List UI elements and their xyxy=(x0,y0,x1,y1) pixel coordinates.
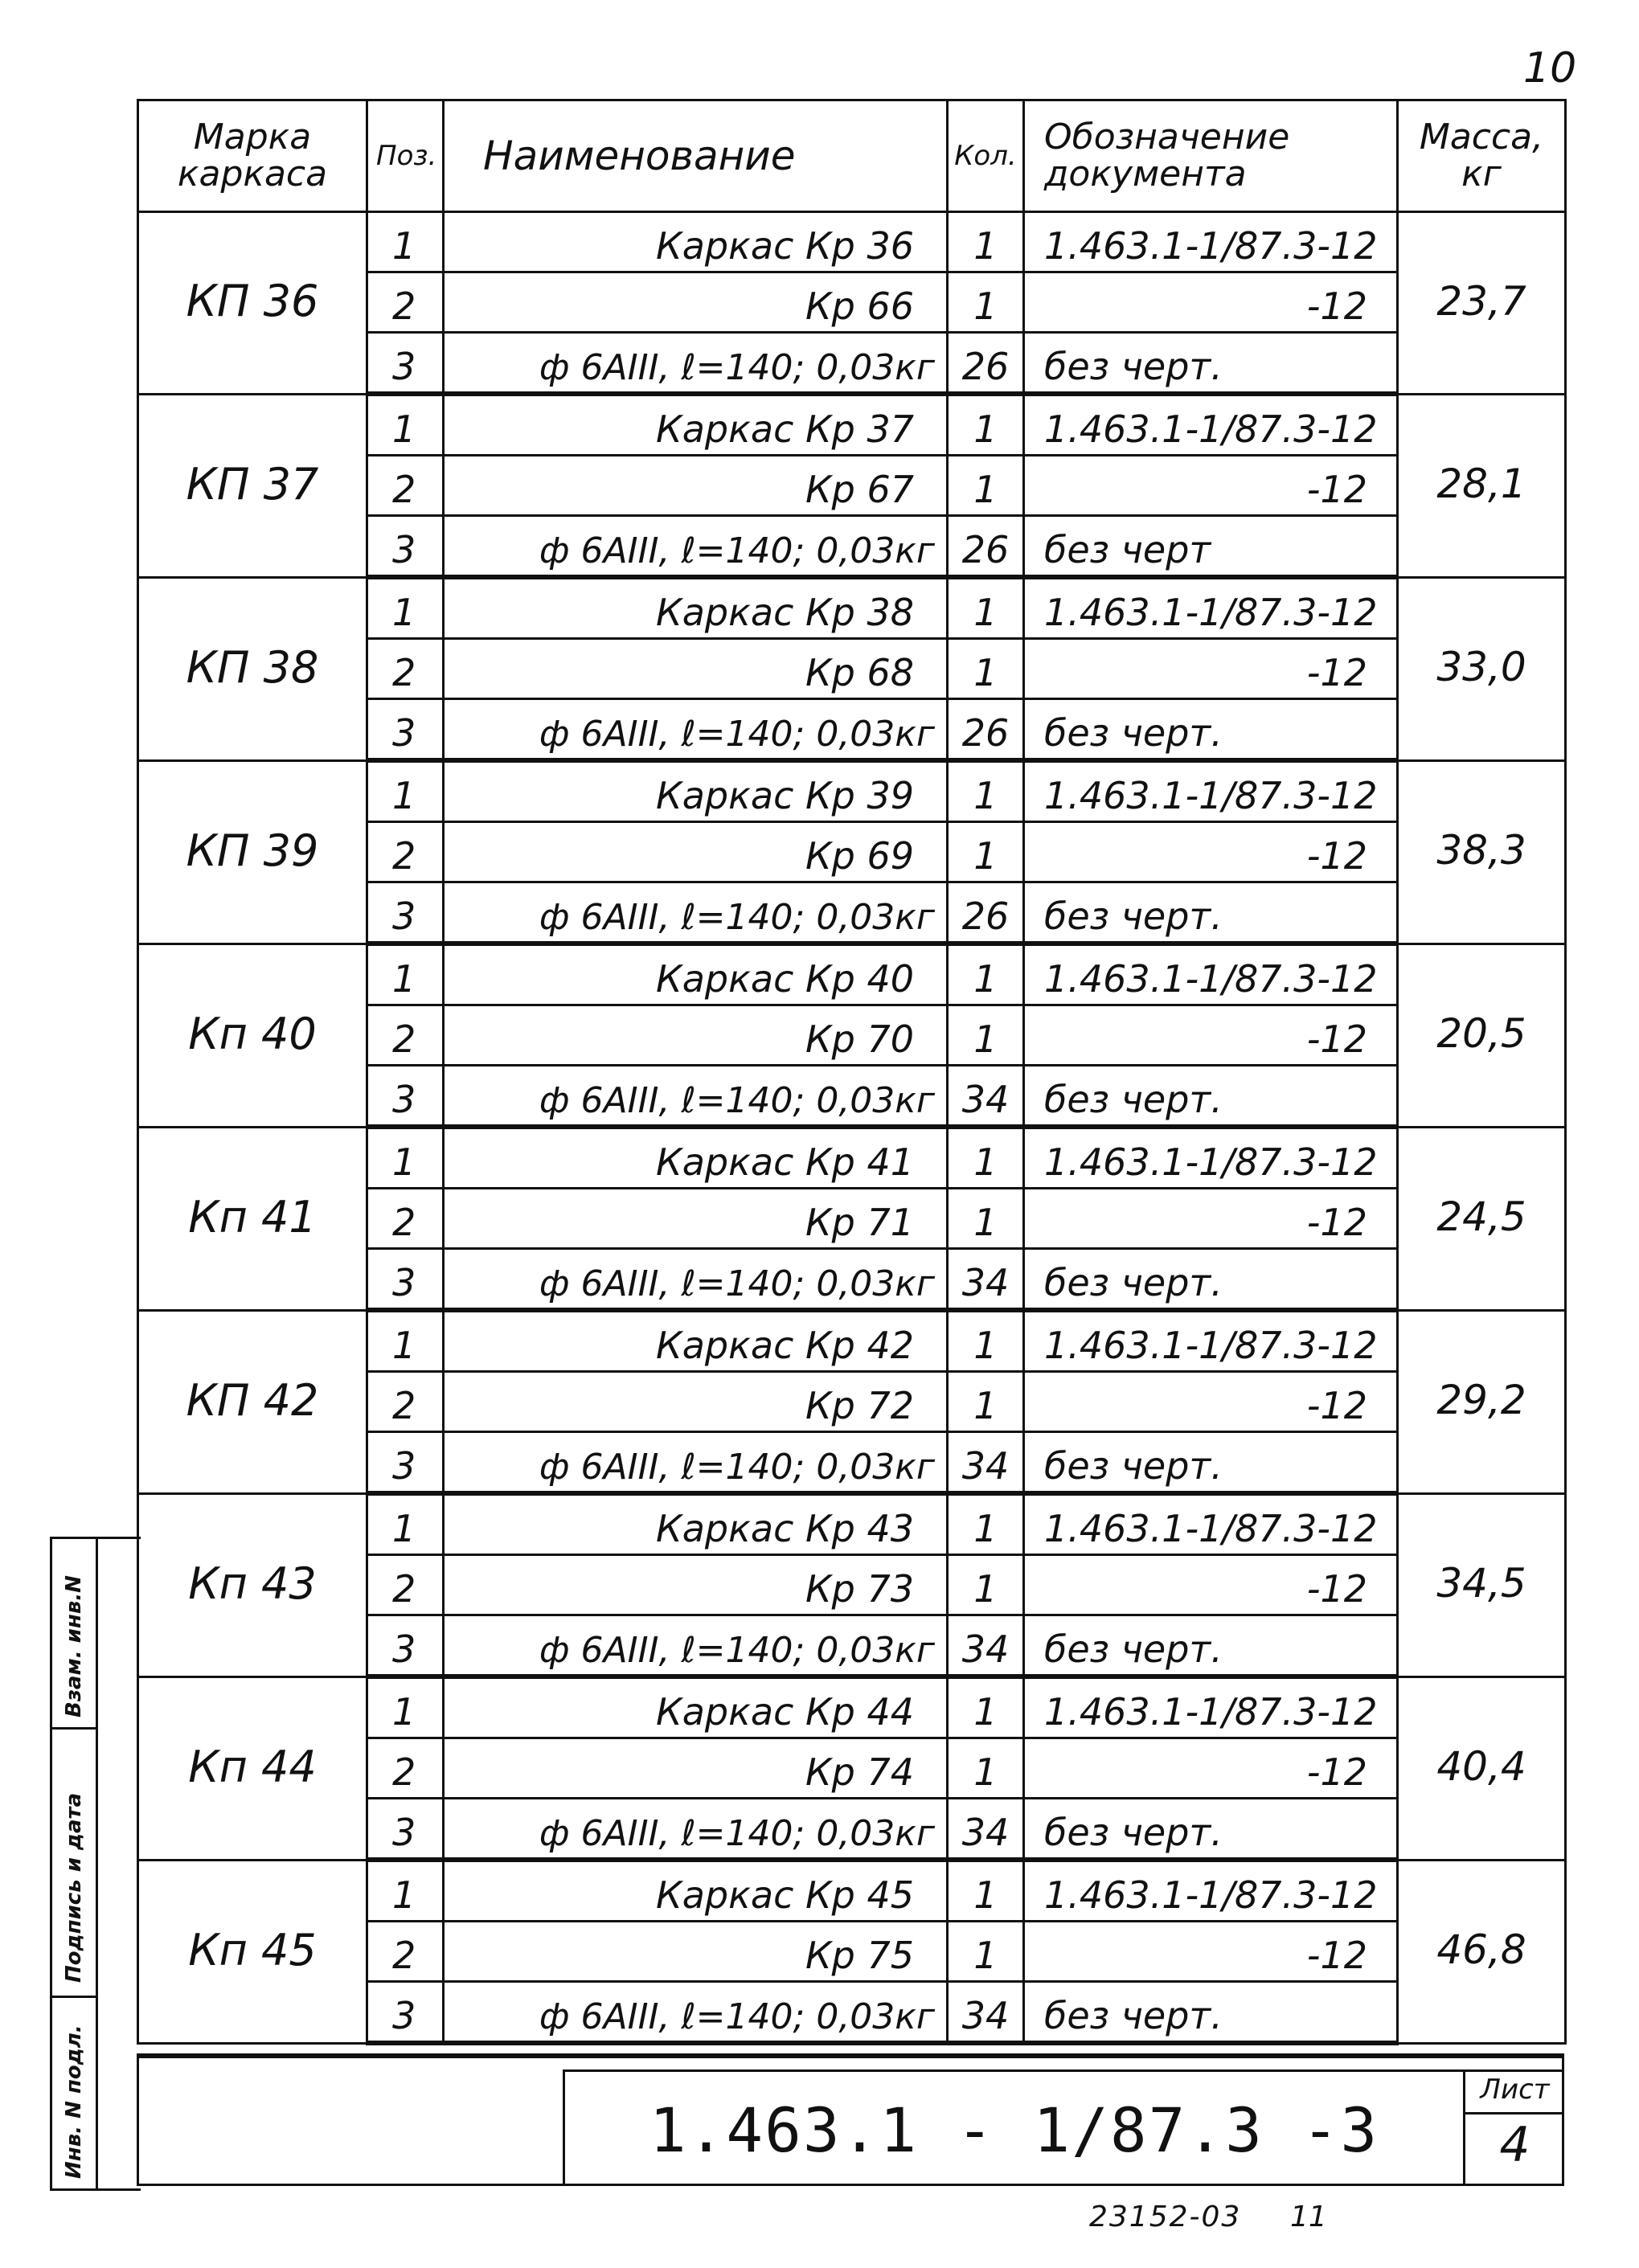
document-cell: -12 xyxy=(1024,639,1398,699)
name-cell: Кр 73 xyxy=(444,1555,948,1615)
document-cell: -12 xyxy=(1024,1372,1398,1432)
position-cell: 1 xyxy=(367,1127,444,1189)
quantity-cell: 1 xyxy=(948,272,1024,333)
quantity-cell: 1 xyxy=(948,1493,1024,1555)
position-cell: 1 xyxy=(367,394,444,456)
position-cell: 3 xyxy=(367,1432,444,1494)
name-cell: Каркас Кр 36 xyxy=(444,212,948,272)
quantity-cell: 1 xyxy=(948,822,1024,882)
position-cell: 2 xyxy=(367,1555,444,1615)
header-mark: Марка каркаса xyxy=(138,100,367,212)
name-cell: Каркас Кр 38 xyxy=(444,577,948,639)
quantity-cell: 1 xyxy=(948,1310,1024,1372)
quantity-cell: 34 xyxy=(948,1982,1024,2044)
specification-body xyxy=(138,212,1566,2044)
mass-cell: 33,0 xyxy=(1398,577,1566,760)
table-row xyxy=(138,212,1566,272)
side-cell-inv xyxy=(52,1996,96,2186)
side-label-column xyxy=(52,1539,98,2188)
quantity-cell: 1 xyxy=(948,944,1024,1005)
table-row xyxy=(138,394,1566,456)
position-cell: 2 xyxy=(367,639,444,699)
name-cell: ф 6АIII, ℓ=140; 0,03кг xyxy=(444,1615,948,1677)
header-pos: Поз. xyxy=(367,100,444,212)
mass-cell: 40,4 xyxy=(1398,1676,1566,1860)
position-cell: 2 xyxy=(367,272,444,333)
table-row xyxy=(138,760,1566,822)
name-cell: Каркас Кр 40 xyxy=(444,944,948,1005)
name-cell: ф 6АIII, ℓ=140; 0,03кг xyxy=(444,1432,948,1494)
name-cell: ф 6АIII, ℓ=140; 0,03кг xyxy=(444,882,948,944)
frame-mark: Кп 44 xyxy=(138,1676,367,1860)
document-cell: 1.463.1-1/87.3-12 xyxy=(1024,212,1398,272)
position-cell: 1 xyxy=(367,1860,444,1922)
mass-cell: 23,7 xyxy=(1398,212,1566,395)
document-cell: без черт. xyxy=(1024,333,1398,395)
footer-number: 11 xyxy=(1290,2200,1327,2233)
frame-mark: КП 42 xyxy=(138,1310,367,1493)
side-label-vzam: Взам. инв.N xyxy=(62,1575,86,1717)
name-cell: Каркас Кр 41 xyxy=(444,1127,948,1189)
name-cell: ф 6АIII, ℓ=140; 0,03кг xyxy=(444,1982,948,2044)
table-row xyxy=(138,1310,1566,1372)
name-cell: Кр 72 xyxy=(444,1372,948,1432)
side-binding-strip xyxy=(50,1537,141,2191)
quantity-cell: 1 xyxy=(948,1555,1024,1615)
name-cell: ф 6АIII, ℓ=140; 0,03кг xyxy=(444,699,948,761)
quantity-cell: 26 xyxy=(948,333,1024,395)
document-cell: 1.463.1-1/87.3-12 xyxy=(1024,1860,1398,1922)
position-cell: 3 xyxy=(367,333,444,395)
document-cell: 1.463.1-1/87.3-12 xyxy=(1024,394,1398,456)
frame-mark: Кп 45 xyxy=(138,1860,367,2043)
position-cell: 1 xyxy=(367,212,444,272)
document-cell: 1.463.1-1/87.3-12 xyxy=(1024,1310,1398,1372)
position-cell: 2 xyxy=(367,1005,444,1066)
name-cell: Кр 68 xyxy=(444,639,948,699)
quantity-cell: 34 xyxy=(948,1799,1024,1861)
side-label-inv: Инв. N подл. xyxy=(62,2024,86,2179)
document-cell: без черт. xyxy=(1024,1615,1398,1677)
document-cell: -12 xyxy=(1024,1922,1398,1982)
name-cell: Кр 69 xyxy=(444,822,948,882)
quantity-cell: 1 xyxy=(948,1922,1024,1982)
name-cell: ф 6АIII, ℓ=140; 0,03кг xyxy=(444,333,948,395)
document-cell: без черт xyxy=(1024,516,1398,578)
position-cell: 2 xyxy=(367,456,444,516)
document-cell: 1.463.1-1/87.3-12 xyxy=(1024,577,1398,639)
position-cell: 1 xyxy=(367,1493,444,1555)
document-cell: 1.463.1-1/87.3-12 xyxy=(1024,1127,1398,1189)
header-mass: Масса, кг xyxy=(1398,100,1566,212)
position-cell: 3 xyxy=(367,1066,444,1128)
document-cell: без черт. xyxy=(1024,1982,1398,2044)
quantity-cell: 34 xyxy=(948,1066,1024,1128)
document-cell: -12 xyxy=(1024,456,1398,516)
document-cell: без черт. xyxy=(1024,1799,1398,1861)
position-cell: 2 xyxy=(367,1372,444,1432)
quantity-cell: 1 xyxy=(948,1127,1024,1189)
footer-code: 23152-03 xyxy=(1089,2200,1242,2233)
name-cell: Кр 71 xyxy=(444,1189,948,1249)
name-cell: Каркас Кр 37 xyxy=(444,394,948,456)
name-cell: ф 6АIII, ℓ=140; 0,03кг xyxy=(444,1799,948,1861)
document-cell: без черт. xyxy=(1024,699,1398,761)
quantity-cell: 1 xyxy=(948,1005,1024,1066)
document-cell: -12 xyxy=(1024,1555,1398,1615)
mass-cell: 24,5 xyxy=(1398,1127,1566,1310)
mass-cell: 38,3 xyxy=(1398,760,1566,944)
position-cell: 1 xyxy=(367,944,444,1005)
name-cell: Каркас Кр 43 xyxy=(444,1493,948,1555)
quantity-cell: 1 xyxy=(948,1676,1024,1738)
position-cell: 3 xyxy=(367,1982,444,2044)
header-qty: Кол. xyxy=(948,100,1024,212)
name-cell: ф 6АIII, ℓ=140; 0,03кг xyxy=(444,1066,948,1128)
document-cell: 1.463.1-1/87.3-12 xyxy=(1024,760,1398,822)
position-cell: 3 xyxy=(367,1799,444,1861)
document-cell: -12 xyxy=(1024,1005,1398,1066)
document-code-box xyxy=(563,2069,1463,2186)
mass-cell: 20,5 xyxy=(1398,944,1566,1127)
quantity-cell: 34 xyxy=(948,1615,1024,1677)
document-cell: без черт. xyxy=(1024,1066,1398,1128)
sheet-page-number: 4 xyxy=(1499,2117,1530,2173)
document-cell: 1.463.1-1/87.3-12 xyxy=(1024,1493,1398,1555)
quantity-cell: 1 xyxy=(948,1189,1024,1249)
quantity-cell: 34 xyxy=(948,1432,1024,1494)
document-cell: -12 xyxy=(1024,272,1398,333)
quantity-cell: 26 xyxy=(948,882,1024,944)
document-cell: 1.463.1-1/87.3-12 xyxy=(1024,944,1398,1005)
side-cell-podpis xyxy=(52,1727,96,1998)
sheet-box xyxy=(1463,2069,1564,2186)
quantity-cell: 34 xyxy=(948,1249,1024,1311)
frame-mark: КП 36 xyxy=(138,212,367,395)
quantity-cell: 1 xyxy=(948,1372,1024,1432)
document-cell: без черт. xyxy=(1024,882,1398,944)
table-row xyxy=(138,1860,1566,1922)
position-cell: 2 xyxy=(367,1738,444,1799)
name-cell: ф 6АIII, ℓ=140; 0,03кг xyxy=(444,516,948,578)
quantity-cell: 1 xyxy=(948,577,1024,639)
header-doc: Обозначение документа xyxy=(1024,100,1398,212)
frame-mark: КП 38 xyxy=(138,577,367,760)
sheet-label: Лист xyxy=(1465,2074,1564,2114)
position-cell: 1 xyxy=(367,1676,444,1738)
specification-table xyxy=(137,99,1567,2045)
frame-mark: КП 39 xyxy=(138,760,367,944)
name-cell: Кр 66 xyxy=(444,272,948,333)
table-row xyxy=(138,1676,1566,1738)
header-row xyxy=(138,100,1566,212)
document-code: 1.463.1 - 1/87.3 -3 xyxy=(649,2094,1379,2166)
document-cell: без черт. xyxy=(1024,1432,1398,1494)
quantity-cell: 1 xyxy=(948,456,1024,516)
position-cell: 2 xyxy=(367,1922,444,1982)
position-cell: 1 xyxy=(367,760,444,822)
position-cell: 2 xyxy=(367,1189,444,1249)
document-cell: 1.463.1-1/87.3-12 xyxy=(1024,1676,1398,1738)
quantity-cell: 1 xyxy=(948,1738,1024,1799)
document-cell: -12 xyxy=(1024,1738,1398,1799)
document-cell: -12 xyxy=(1024,1189,1398,1249)
document-cell: без черт. xyxy=(1024,1249,1398,1311)
header-name: Наименование xyxy=(444,100,948,212)
position-cell: 1 xyxy=(367,577,444,639)
table-row xyxy=(138,1127,1566,1189)
name-cell: Кр 70 xyxy=(444,1005,948,1066)
table-row xyxy=(138,944,1566,1005)
quantity-cell: 26 xyxy=(948,516,1024,578)
quantity-cell: 26 xyxy=(948,699,1024,761)
position-cell: 3 xyxy=(367,516,444,578)
sheet-number: 10 xyxy=(1523,44,1577,92)
mass-cell: 34,5 xyxy=(1398,1493,1566,1676)
name-cell: Каркас Кр 45 xyxy=(444,1860,948,1922)
frame-mark: КП 37 xyxy=(138,394,367,577)
frame-mark: Кп 43 xyxy=(138,1493,367,1676)
quantity-cell: 1 xyxy=(948,394,1024,456)
mass-cell: 46,8 xyxy=(1398,1860,1566,2043)
name-cell: Каркас Кр 39 xyxy=(444,760,948,822)
document-cell: -12 xyxy=(1024,822,1398,882)
name-cell: Каркас Кр 44 xyxy=(444,1676,948,1738)
table-row xyxy=(138,1493,1566,1555)
name-cell: Каркас Кр 42 xyxy=(444,1310,948,1372)
name-cell: Кр 74 xyxy=(444,1738,948,1799)
position-cell: 2 xyxy=(367,822,444,882)
quantity-cell: 1 xyxy=(948,212,1024,272)
quantity-cell: 1 xyxy=(948,760,1024,822)
quantity-cell: 1 xyxy=(948,639,1024,699)
position-cell: 1 xyxy=(367,1310,444,1372)
quantity-cell: 1 xyxy=(948,1860,1024,1922)
side-label-podpis: Подпись и дата xyxy=(62,1792,86,1983)
position-cell: 3 xyxy=(367,699,444,761)
name-cell: Кр 67 xyxy=(444,456,948,516)
mass-cell: 29,2 xyxy=(1398,1310,1566,1493)
position-cell: 3 xyxy=(367,1249,444,1311)
position-cell: 3 xyxy=(367,1615,444,1677)
side-cell-vzam xyxy=(52,1539,96,1730)
frame-mark: Кп 41 xyxy=(138,1127,367,1310)
mass-cell: 28,1 xyxy=(1398,394,1566,577)
name-cell: Кр 75 xyxy=(444,1922,948,1982)
name-cell: ф 6АIII, ℓ=140; 0,03кг xyxy=(444,1249,948,1311)
table-row xyxy=(138,577,1566,639)
position-cell: 3 xyxy=(367,882,444,944)
frame-mark: Кп 40 xyxy=(138,944,367,1127)
